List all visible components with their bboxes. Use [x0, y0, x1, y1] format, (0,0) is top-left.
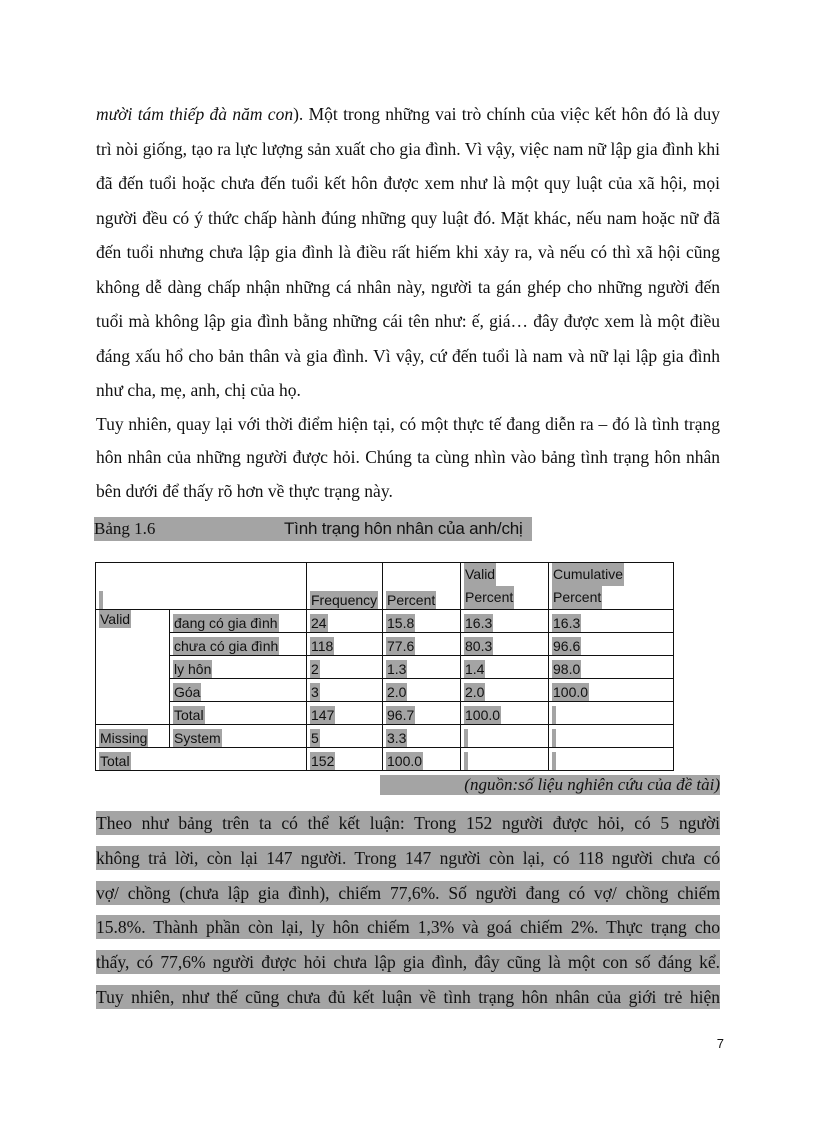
highlight-bar	[552, 706, 556, 724]
highlight-bar	[464, 752, 468, 770]
cell-percent: 96.7	[383, 702, 461, 725]
page-number: 7	[716, 1036, 724, 1051]
header-valid-percent: Valid Percent	[461, 563, 549, 610]
cell-percent: 100.0	[383, 748, 461, 771]
text-line: Tuy nhiên, như thế cũng chưa đủ kết luận về tình trạng hôn nhân của giới trẻ hiện	[96, 986, 720, 1007]
paragraph-marriage-role	[96, 97, 720, 408]
cell-frequency: 147	[307, 702, 383, 725]
cell-cumulative	[549, 725, 674, 748]
table-row	[96, 702, 674, 725]
cell-cumulative	[549, 702, 674, 725]
text-line: 15.8%. Thành phần còn lại, ly hôn chiếm 1,3% và goá chiếm 2%. Thực trạng cho	[96, 917, 720, 938]
cell-frequency: 5	[307, 725, 383, 748]
table-title: Tình trạng hôn nhân của anh/chị	[284, 519, 523, 538]
highlight-bar	[99, 591, 103, 609]
body-text-conclusion	[96, 806, 720, 1015]
cell-cumulative: 98.0	[549, 656, 674, 679]
table-row	[96, 656, 674, 679]
source-note: (nguồn:số liệu nghiên cứu của đề tài)	[380, 775, 720, 795]
highlight-bar	[552, 729, 556, 747]
cell-valid-percent: 80.3	[461, 633, 549, 656]
cell-valid-percent: 100.0	[461, 702, 549, 725]
cell-percent: 1.3	[383, 656, 461, 679]
table-row	[96, 748, 674, 771]
header-percent: Percent	[383, 563, 461, 610]
cell-valid-percent: 2.0	[461, 679, 549, 702]
cell-percent: 15.8	[383, 610, 461, 633]
paragraph-current-situation: Tuy nhiên, quay lại với thời điểm hiện tại, có một thực tế đang diễn ra – đó là tình trạng hôn nhân của những người được hỏi. Chúng ta cùng nhìn vào bảng tình trạng hôn nhân bên dưới để thấy rõ hơn về thực trạng này.	[96, 413, 720, 501]
italic-quote: mười tám thiếp đà năm con	[96, 104, 294, 124]
highlight-bar	[464, 729, 468, 747]
header-frequency: Frequency	[307, 563, 383, 610]
cell-frequency: 24	[307, 610, 383, 633]
cell-cumulative: 16.3	[549, 610, 674, 633]
marital-status-table	[95, 562, 674, 771]
cell-percent: 77.6	[383, 633, 461, 656]
cell-valid-percent	[461, 748, 549, 771]
highlight-bar	[552, 752, 556, 770]
table-row	[96, 633, 674, 656]
row-label: ly hôn	[170, 656, 307, 679]
group-total: Total	[96, 748, 307, 771]
cell-frequency: 118	[307, 633, 383, 656]
text-line: vợ/ chồng (chưa lập gia đình), chiếm 77,6%. Số người đang có vợ/ chồng chiếm	[96, 882, 720, 903]
row-label: Góa	[170, 679, 307, 702]
table-caption	[94, 517, 532, 541]
row-label: đang có gia đình	[170, 610, 307, 633]
cell-frequency: 152	[307, 748, 383, 771]
cell-frequency: 3	[307, 679, 383, 702]
cell-cumulative: 96.6	[549, 633, 674, 656]
cell-cumulative: 100.0	[549, 679, 674, 702]
table-header-row	[96, 563, 674, 610]
paragraph-text: ). Một trong những vai trò chính của việc kết hôn đó là duy trì nòi giống, tạo ra lực lượng sản xuất cho gia đình. Vì vậy, việc nam nữ lập gia đình khi đã đến tuổi hoặc chưa đến tuổi kết hôn được xem như là một quy luật của xã hội, mọi người đều có ý thức chấp hành đúng những quy luật đó. Mặt khác, nếu nam hoặc nữ đã đến tuổi nhưng chưa lập gia đình là điều rất hiếm khi xảy ra, và nếu có thì xã hội cũng không dễ dàng chấp nhận những cá nhân này, người ta gán ghép cho những người đến tuổi mà không lập gia đình bằng những cái tên như: ế, giá… đây được xem là một điều đáng xấu hổ cho bản thân và gia đình. Vì vậy, cứ đến tuổi là nam và nữ lại lập gia đình như cha, mẹ, anh, chị của họ.	[96, 104, 720, 400]
row-label: chưa có gia đình	[170, 633, 307, 656]
cell-percent: 3.3	[383, 725, 461, 748]
cell-valid-percent	[461, 725, 549, 748]
table-row	[96, 679, 674, 702]
table-row	[96, 725, 674, 748]
cell-valid-percent: 16.3	[461, 610, 549, 633]
cell-cumulative	[549, 748, 674, 771]
body-text-top	[96, 97, 720, 508]
text-line: Theo như bảng trên ta có thể kết luận: Trong 152 người được hỏi, có 5 người	[96, 813, 720, 833]
group-valid: Valid	[96, 610, 170, 725]
header-blank-cell	[96, 563, 307, 610]
cell-frequency: 2	[307, 656, 383, 679]
cell-valid-percent: 1.4	[461, 656, 549, 679]
table-number: Bảng 1.6	[94, 519, 156, 538]
cell-percent: 2.0	[383, 679, 461, 702]
row-label: Total	[170, 702, 307, 725]
text-line: thấy, có 77,6% người được hỏi chưa lập gia đình, đây cũng là một con số đáng kể.	[96, 952, 720, 973]
row-label: System	[170, 725, 307, 748]
table-row	[96, 610, 674, 633]
header-cumulative-percent: Cumulative Percent	[549, 563, 674, 610]
group-missing: Missing	[96, 725, 170, 748]
text-line: không trả lời, còn lại 147 người. Trong 147 người còn lại, có 118 người chưa có	[96, 847, 720, 868]
